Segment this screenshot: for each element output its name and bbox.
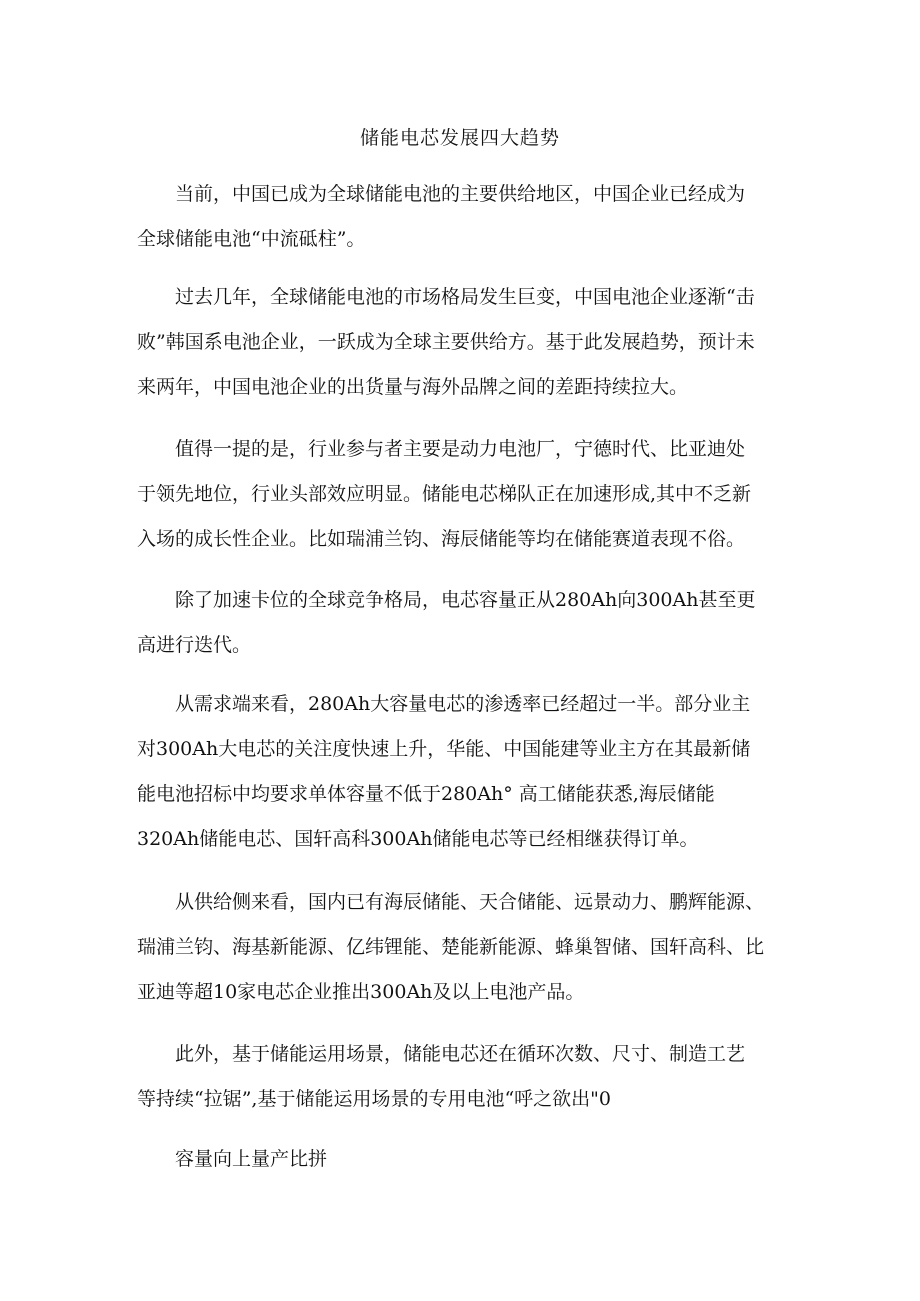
paragraph-line: 亚迪等超10家电芯企业推出300Ah及以上电池产品。 (137, 981, 585, 1003)
paragraph-line: 此外，基于储能运用场景，储能电芯还在循环次数、尺寸、制造工艺 (175, 1043, 746, 1065)
paragraph-line: 值得一提的是，行业参与者主要是动力电池厂，宁德时代、比亚迪处 (175, 438, 746, 460)
paragraph-line: 于领先地位，行业头部效应明显。储能电芯梯队正在加速形成,其中不乏新 (137, 483, 752, 505)
paragraph-line: 容量向上量产比拼 (175, 1148, 328, 1170)
paragraph-line: 高进行迭代。 (137, 634, 252, 656)
paragraph-line: 对300Ah大电芯的关注度快速上升，华能、中国能建等业主方在其最新储 (137, 738, 751, 760)
paragraph-line: 入场的成长性企业。比如瑞浦兰钧、海辰储能等均在储能赛道表现不俗。 (137, 528, 746, 550)
paragraph-2 (137, 275, 797, 410)
paragraph-line: 320Ah储能电芯、国轩高科300Ah储能电芯等已经相继获得订单。 (137, 828, 699, 850)
paragraph-line: 瑞浦兰钧、海基新能源、亿纬锂能、楚能新能源、蜂巢智储、国轩高科、比 (137, 936, 765, 958)
paragraph-3 (137, 427, 797, 562)
paragraph-4 (137, 578, 797, 668)
paragraph-8 (137, 1137, 797, 1182)
paragraph-1 (137, 172, 797, 262)
paragraph-line: 全球储能电池“中流砥柱”。 (137, 228, 366, 250)
paragraph-line: 来两年，中国电池企业的出货量与海外品牌之间的差距持续拉大。 (137, 376, 689, 398)
document-title: 储能电芯发展四大趋势 (359, 127, 560, 149)
paragraph-line: 当前，中国已成为全球储能电池的主要供给地区，中国企业已经成为 (175, 183, 746, 205)
paragraph-line: 等持续“拉锯”,基于储能运用场景的专用电池“呼之欲出"0 (137, 1088, 612, 1110)
paragraph-6 (137, 880, 797, 1015)
paragraph-line: 过去几年，全球储能电池的市场格局发生巨变，中国电池企业逐渐“击 (175, 286, 755, 308)
paragraph-5 (137, 682, 797, 862)
paragraph-line: 从供给侧来看，国内已有海辰储能、天合储能、远景动力、鹏辉能源、 (175, 891, 765, 913)
paragraph-7 (137, 1032, 797, 1122)
paragraph-line: 除了加速卡位的全球竞争格局，电芯容量正从280Ah向300Ah甚至更 (175, 589, 756, 611)
paragraph-line: 能电池招标中均要求单体容量不低于280Ah° 高工储能获悉,海辰储能 (137, 783, 715, 805)
paragraph-line: 从需求端来看，280Ah大容量电芯的渗透率已经超过一半。部分业主 (175, 693, 751, 715)
paragraph-line: 败”韩国系电池企业，一跃成为全球主要供给方。基于此发展趋势，预计未 (137, 331, 755, 353)
